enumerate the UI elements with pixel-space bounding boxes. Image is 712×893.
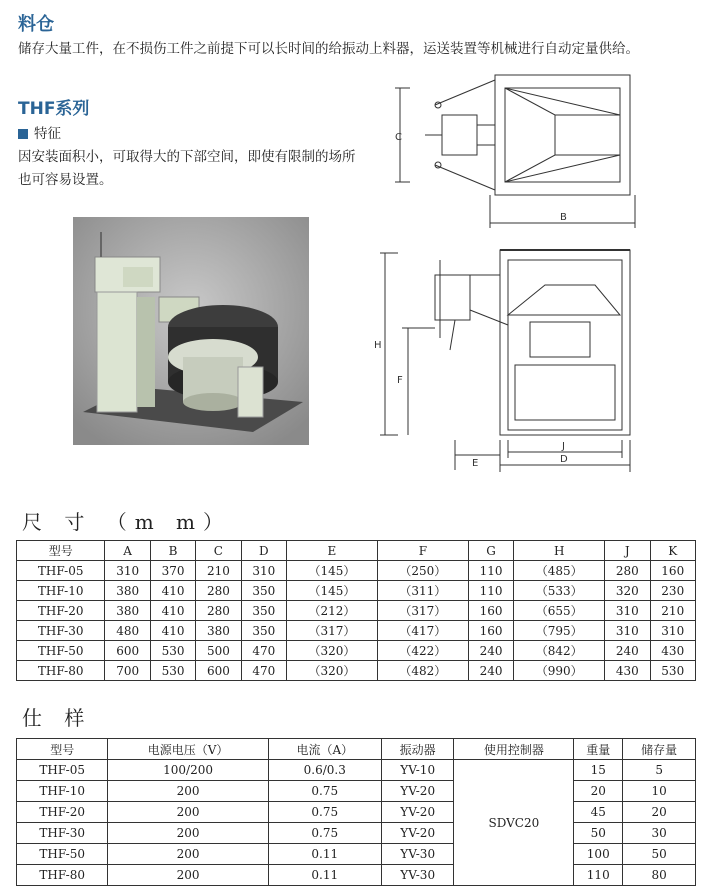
- table-cell: 45: [574, 802, 623, 823]
- table-row: [17, 844, 696, 865]
- table-cell: 240: [468, 661, 513, 681]
- table-cell: （533）: [514, 581, 605, 601]
- table-cell: 410: [150, 621, 195, 641]
- table-cell: THF-80: [17, 661, 105, 681]
- table-cell: 370: [150, 561, 195, 581]
- table-cell: THF-10: [17, 781, 108, 802]
- table-cell: （145）: [286, 561, 377, 581]
- table-cell: YV-20: [381, 781, 454, 802]
- table-cell: 280: [196, 581, 241, 601]
- table-cell: 600: [105, 641, 150, 661]
- table-cell: 50: [623, 844, 696, 865]
- table-cell: 20: [574, 781, 623, 802]
- table-cell: 200: [108, 865, 268, 886]
- table-cell: 700: [105, 661, 150, 681]
- column-header: 重量: [574, 739, 623, 760]
- table-row: [17, 561, 696, 581]
- column-header: 储存量: [623, 739, 696, 760]
- column-header: 型号: [17, 739, 108, 760]
- dimensions-title: 尺 寸 （m m）: [22, 510, 232, 534]
- dimension-diagram: [374, 60, 680, 484]
- square-bullet-icon: [18, 129, 28, 139]
- table-cell: （317）: [377, 601, 468, 621]
- column-header: A: [105, 541, 150, 561]
- product-photo: [73, 217, 309, 445]
- label-c: C: [395, 132, 402, 143]
- column-header: G: [468, 541, 513, 561]
- table-cell: THF-05: [17, 561, 105, 581]
- table-cell: 160: [650, 561, 695, 581]
- table-row: [17, 661, 696, 681]
- section-title-hopper: 料仓: [18, 14, 54, 35]
- table-cell: （320）: [286, 661, 377, 681]
- specs-table: [16, 738, 696, 886]
- column-header: C: [196, 541, 241, 561]
- label-h: H: [374, 340, 382, 351]
- table-cell: 0.6/0.3: [268, 760, 381, 781]
- table-cell: （311）: [377, 581, 468, 601]
- table-cell: 110: [468, 561, 513, 581]
- table-cell: THF-10: [17, 581, 105, 601]
- table-cell: YV-30: [381, 865, 454, 886]
- table-cell: 200: [108, 823, 268, 844]
- table-cell: 530: [650, 661, 695, 681]
- table-cell: （655）: [514, 601, 605, 621]
- table-cell: （317）: [286, 621, 377, 641]
- table-cell: 240: [468, 641, 513, 661]
- table-cell: 470: [241, 641, 286, 661]
- table-cell: 430: [650, 641, 695, 661]
- table-cell: （320）: [286, 641, 377, 661]
- table-row: [17, 865, 696, 886]
- table-cell: YV-20: [381, 823, 454, 844]
- table-cell: （212）: [286, 601, 377, 621]
- column-header: B: [150, 541, 195, 561]
- label-j: J: [562, 441, 565, 452]
- table-cell: 600: [196, 661, 241, 681]
- table-cell: 350: [241, 601, 286, 621]
- table-cell: 100/200: [108, 760, 268, 781]
- table-cell: 15: [574, 760, 623, 781]
- table-cell: （145）: [286, 581, 377, 601]
- table-cell: 100: [574, 844, 623, 865]
- table-cell: 230: [650, 581, 695, 601]
- table-cell: 0.75: [268, 781, 381, 802]
- table-cell: 5: [623, 760, 696, 781]
- table-cell: 0.11: [268, 865, 381, 886]
- table-cell: YV-30: [381, 844, 454, 865]
- label-d: D: [560, 454, 568, 465]
- table-cell: 110: [468, 581, 513, 601]
- table-cell: THF-20: [17, 802, 108, 823]
- table-cell: 30: [623, 823, 696, 844]
- table-cell: （795）: [514, 621, 605, 641]
- table-cell: 380: [105, 601, 150, 621]
- table-cell: 310: [605, 601, 650, 621]
- label-e: E: [472, 458, 479, 469]
- table-row: [17, 601, 696, 621]
- table-cell: 500: [196, 641, 241, 661]
- column-header: E: [286, 541, 377, 561]
- column-header: K: [650, 541, 695, 561]
- table-cell: 10: [623, 781, 696, 802]
- table-cell: 310: [105, 561, 150, 581]
- table-cell: 320: [605, 581, 650, 601]
- column-header: 电流（A）: [268, 739, 381, 760]
- table-cell: 160: [468, 621, 513, 641]
- table-cell: 380: [196, 621, 241, 641]
- table-cell: 380: [105, 581, 150, 601]
- table-row: [17, 581, 696, 601]
- table-cell: 310: [241, 561, 286, 581]
- table-cell: 80: [623, 865, 696, 886]
- specs-title: 仕 样: [22, 706, 93, 730]
- table-cell: 280: [605, 561, 650, 581]
- table-cell: 200: [108, 802, 268, 823]
- table-cell: 240: [605, 641, 650, 661]
- column-header: D: [241, 541, 286, 561]
- table-cell: THF-50: [17, 844, 108, 865]
- column-header: 电源电压（V）: [108, 739, 268, 760]
- table-cell: 480: [105, 621, 150, 641]
- table-cell: （990）: [514, 661, 605, 681]
- column-header: 使用控制器: [454, 739, 574, 760]
- table-cell: THF-30: [17, 621, 105, 641]
- table-cell: THF-20: [17, 601, 105, 621]
- table-cell: 160: [468, 601, 513, 621]
- table-cell: 310: [650, 621, 695, 641]
- table-row: [17, 781, 696, 802]
- table-row: [17, 621, 696, 641]
- feature-heading: [18, 122, 61, 142]
- table-cell: 530: [150, 661, 195, 681]
- controller-cell: SDVC20: [454, 760, 574, 886]
- table-cell: 200: [108, 781, 268, 802]
- table-cell: 0.11: [268, 844, 381, 865]
- table-cell: THF-80: [17, 865, 108, 886]
- column-header: H: [514, 541, 605, 561]
- table-row: [17, 760, 696, 781]
- table-cell: 410: [150, 581, 195, 601]
- table-cell: 210: [196, 561, 241, 581]
- table-cell: 0.75: [268, 802, 381, 823]
- table-cell: 310: [605, 621, 650, 641]
- table-cell: THF-30: [17, 823, 108, 844]
- table-cell: 200: [108, 844, 268, 865]
- table-cell: 0.75: [268, 823, 381, 844]
- table-cell: （250）: [377, 561, 468, 581]
- table-cell: THF-50: [17, 641, 105, 661]
- table-cell: （842）: [514, 641, 605, 661]
- dimensions-table: [16, 540, 696, 681]
- table-cell: 280: [196, 601, 241, 621]
- column-header: 型号: [17, 541, 105, 561]
- table-row: [17, 802, 696, 823]
- table-row: [17, 641, 696, 661]
- table-cell: （422）: [377, 641, 468, 661]
- table-row: [17, 823, 696, 844]
- feature-label: 特征: [34, 126, 61, 142]
- feature-description: 因安装面积小，可取得大的下部空间，即使有限制的场所也可容易设置。: [18, 149, 356, 188]
- table-cell: （417）: [377, 621, 468, 641]
- table-cell: 470: [241, 661, 286, 681]
- table-cell: （482）: [377, 661, 468, 681]
- label-b: B: [560, 212, 567, 223]
- table-cell: 350: [241, 581, 286, 601]
- table-cell: YV-10: [381, 760, 454, 781]
- column-header: 振动器: [381, 739, 454, 760]
- table-cell: 410: [150, 601, 195, 621]
- table-cell: （485）: [514, 561, 605, 581]
- specs-header-row: [17, 739, 696, 760]
- hopper-description: 储存大量工件，在不损伤工件之前提下可以长时间的给振动上料器，运送装置等机械进行自动定量供给。: [18, 41, 639, 57]
- table-cell: 530: [150, 641, 195, 661]
- table-cell: 50: [574, 823, 623, 844]
- table-cell: 210: [650, 601, 695, 621]
- label-f: F: [397, 375, 403, 386]
- table-cell: THF-05: [17, 760, 108, 781]
- series-title: THF系列: [18, 99, 90, 119]
- dimensions-header-row: [17, 541, 696, 561]
- table-cell: 430: [605, 661, 650, 681]
- table-cell: YV-20: [381, 802, 454, 823]
- column-header: F: [377, 541, 468, 561]
- table-cell: 110: [574, 865, 623, 886]
- table-cell: 350: [241, 621, 286, 641]
- table-cell: 20: [623, 802, 696, 823]
- column-header: J: [605, 541, 650, 561]
